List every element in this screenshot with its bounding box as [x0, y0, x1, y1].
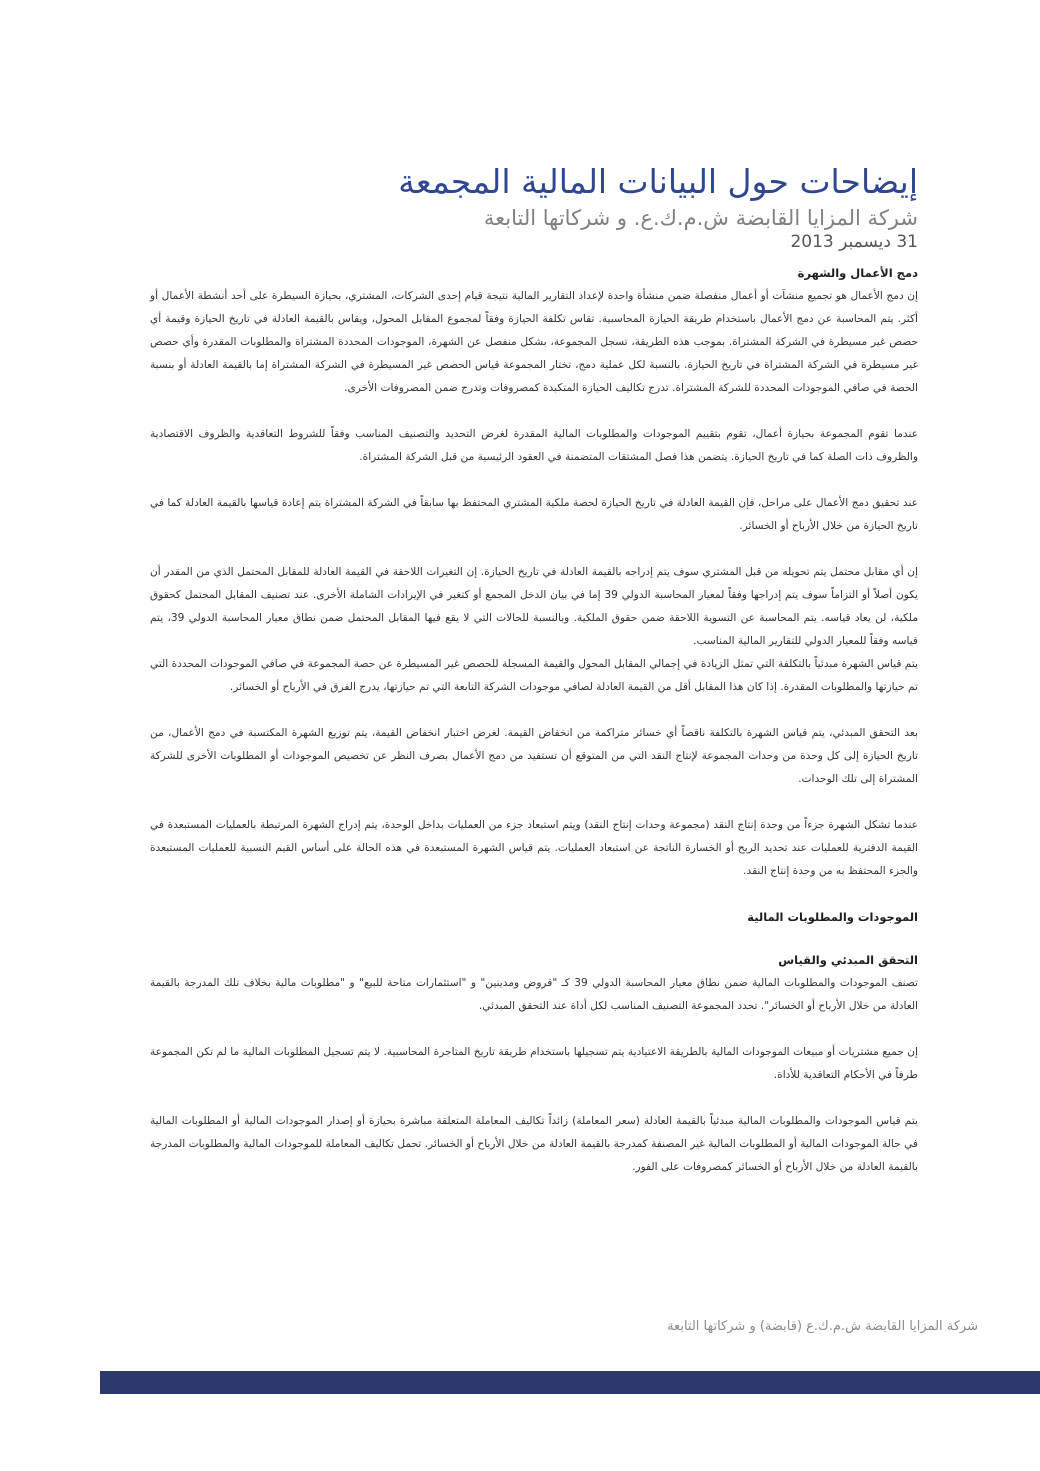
paragraph: تصنف الموجودات والمطلوبات المالية ضمن نطاق معيار المحاسبة الدولي 39 كـ "قروض ومدينين" و "استثمارات متاحة للبيع" و "مطلوبات مالية بخلاف تلك المدرجة بالقيمة العادلة من خلال الأرباح أو الخسائر". تحدد المجموعة التصنيف المناسب لكل أداة عند التحقق المبدئي.: [150, 977, 918, 1012]
footer-company-name: شركة المزايا القابضة ش.م.ك.ع (قابضة) و شركاتها التابعة: [667, 1319, 978, 1334]
paragraph: إن جميع مشتريات أو مبيعات الموجودات المالية بالطريقة الاعتيادية يتم تسجيلها باستخدام طريقة تاريخ المتاجرة المحاسبية. لا يتم تسجيل المطلوبات المالية ما لم تكن المجموعة طرفاً في الأحكام التعاقدية للأداة.: [150, 1046, 918, 1081]
paragraph: بعد التحقق المبدئي، يتم قياس الشهرة بالتكلفة ناقصاً أي خسائر متراكمة من انخفاض القيمة. لغرض اختبار انخفاض القيمة، يتم توزيع الشهرة المكتسبة في دمج الأعمال، من تاريخ الحيازة إلى كل وحدة من وحدات المجموعة لإنتاج النقد التي من المتوقع أن تستفيد من دمج الأعمال بصرف النظر عن تخصيص الموجودات أو المطلوبات الأخرى للشركة المشتراة إلى تلك الوحدات.: [150, 727, 918, 785]
paragraph: إن أي مقابل محتمل يتم تحويله من قبل المشتري سوف يتم إدراجه بالقيمة العادلة في تاريخ الحيازة. إن التغيرات اللاحقة في القيمة العادلة للمقابل المحتمل الذي من المقدر أن يكون أصلاً أو التزاماً سوف يتم إدراجها وفقاً لمعيار المحاسبة الدولي 39 إما في بيان الدخل المجمع أو كتغير في الإيرادات الشاملة الأخرى. عند تصنيف المقابل المحتمل كحقوق ملكية، لن يعاد قياسه. يتم المحاسبة عن التسوية اللاحقة ضمن حقوق الملكية. وبالنسبة للحالات التي لا يقع فيها المقابل المحتمل ضمن نطاق معيار المحاسبة الدولي 39، يتم قياسه وفقاً للمعيار الدولي للتقارير المالية المناسب.: [150, 566, 918, 647]
company-subtitle: شركة المزايا القابضة ش.م.ك.ع. و شركاتها التابعة: [483, 206, 918, 230]
paragraph: عندما تشكل الشهرة جزءاً من وحدة إنتاج النقد (مجموعة وحدات إنتاج النقد) ويتم استبعاد جزء من العمليات بداخل الوحدة، يتم إدراج الشهرة المرتبطة بالعمليات المستبعدة في القيمة الدفترية للعمليات عند تحديد الربح أو الخسارة الناتجة عن استبعاد العمليات. يتم قياس الشهرة المستبعدة في هذه الحالة على أساس القيم النسبية للعمليات المستبعدة والجزء المحتفظ به من وحدة إنتاج النقد.: [150, 819, 918, 877]
section-heading-business-combinations: دمج الأعمال والشهرة: [797, 266, 918, 280]
paragraph: عند تحقيق دمج الأعمال على مراحل، فإن القيمة العادلة في تاريخ الحيازة لحصة ملكية المشتري المحتفظ بها سابقاً في الشركة المشتراة يتم إعادة قياسها بالقيمة العادلة كما في تاريخ الحيازة من خلال الأرباح أو الخسائر.: [150, 497, 918, 532]
document-body: [150, 262, 918, 1179]
section-heading-financial-instruments: الموجودات والمطلوبات المالية: [747, 910, 918, 924]
paragraph: يتم قياس الموجودات والمطلوبات المالية مبدئياً بالقيمة العادلة (سعر المعاملة) زائداً تكاليف المعاملة المتعلقة مباشرة بحيازة أو إصدار الموجودات المالية أو المطلوبات المالية في حالة الموجودات المالية أو المطلوبات المالية غير المصنفة كمدرجة بالقيمة العادلة من خلال الأرباح أو الخسائر. تحمل تكاليف المعاملة للموجودات المالية والمطلوبات المدرجة بالقيمة العادلة من خلال الأرباح أو الخسائر كمصروفات على الفور.: [150, 1115, 918, 1173]
paragraph: يتم قياس الشهرة مبدئياً بالتكلفة التي تمثل الزيادة في إجمالي المقابل المحول والقيمة المسجلة للحصص غير المسيطرة عن حصة المجموعة في صافي الموجودات المحددة التي تم حيازتها والمطلوبات المقدرة. إذا كان هذا المقابل أقل من القيمة العادلة لصافي موجودات الشركة التابعة التي تم حيازتها، يدرج الفرق في الأرباح أو الخسائر.: [150, 658, 918, 693]
subsection-heading-initial-recognition: التحقق المبدئي والقياس: [778, 953, 918, 967]
paragraph: عندما تقوم المجموعة بحيازة أعمال، تقوم بتقييم الموجودات والمطلوبات المالية المقدرة لغرض التحديد والتصنيف المناسب وفقاً للشروط التعاقدية والظروف الاقتصادية والظروف ذات الصلة كما في تاريخ الحيازة. يتضمن هذا فصل المشتقات المتضمنة في العقود الرئيسية من قبل الشركة المشتراة.: [150, 428, 918, 463]
paragraph: إن دمج الأعمال هو تجميع منشآت أو أعمال منفصلة ضمن منشأة واحدة لإعداد التقارير المالية نتيجة قيام إحدى الشركات، المشتري، بحيازة السيطرة على أحد أنشطة الأعمال أو أكثر. يتم المحاسبة عن دمج الأعمال باستخدام طريقة الحيازة المحاسبية. تقاس تكلفة الحيازة وفقاً لمجموع المقابل المحول، ويقاس بالقيمة العادلة في تاريخ الحيازة وقيمة أي حصص غير مسيطرة في الشركة المشتراة. بموجب هذه الطريقة، تسجل المجموعة، بشكل منفصل عن الشهرة، الموجودات المحددة المشتراة والمطلوبات المقدرة وأي حصص غير مسيطرة في الشركة المشتراة في تاريخ الحيازة. بالنسبة لكل عملية دمج، تختار المجموعة قياس الحصص غير المسيطرة في الشركة المشتراة إما بالقيمة العادلة أو بنسبة الحصة في صافي الموجودات المحددة للشركة المشتراة. تدرج تكاليف الحيازة المتكبدة كمصروفات وتدرج ضمن المصروفات الأخرى.: [150, 290, 918, 394]
report-date: 31 ديسمبر 2013: [790, 232, 918, 252]
page-title: إيضاحات حول البيانات المالية المجمعة: [398, 162, 918, 201]
footer-bar: [100, 1371, 1040, 1394]
